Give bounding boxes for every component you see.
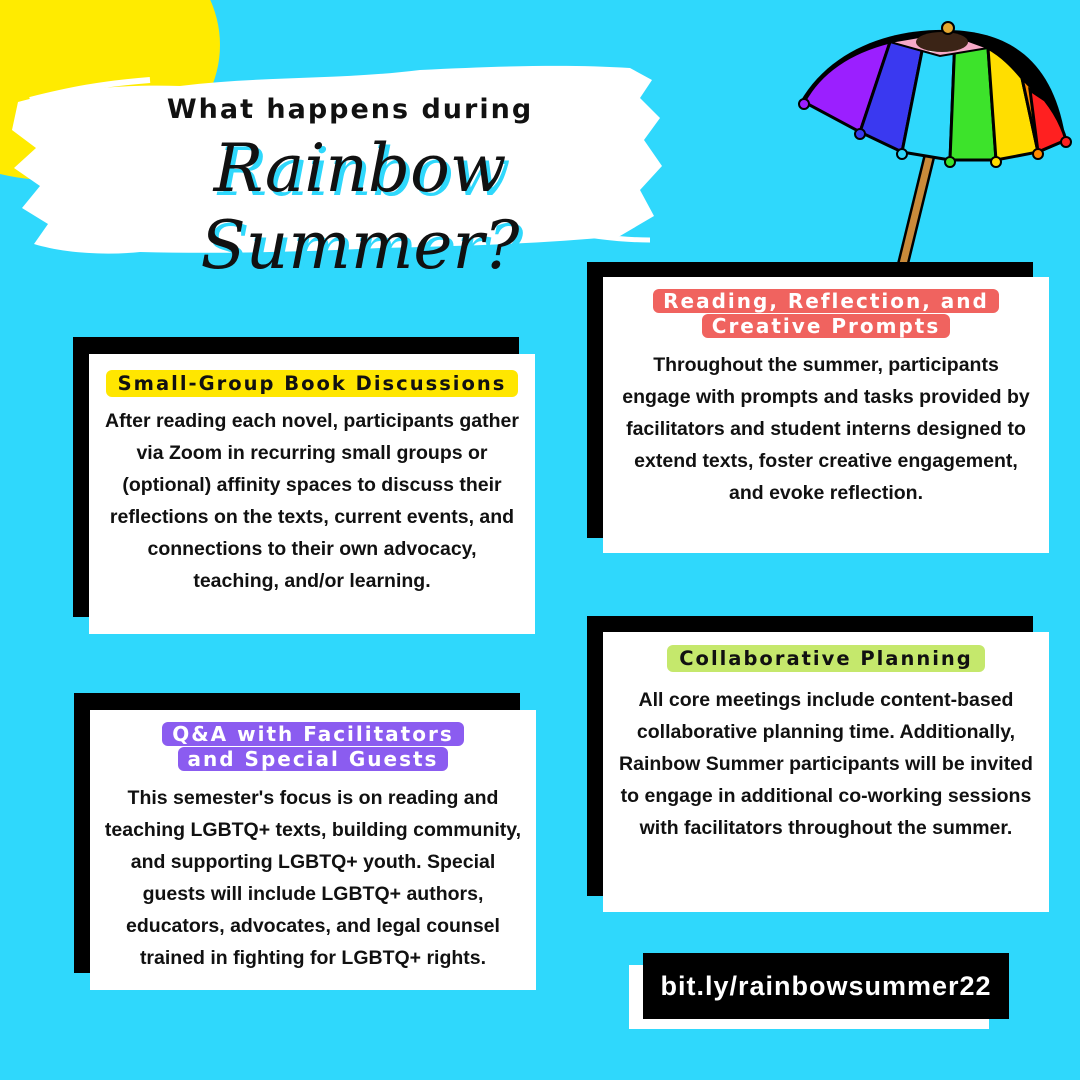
card-collab bbox=[603, 632, 1049, 912]
card-body: This semester's focus is on reading and teaching LGBTQ+ texts, building community, and supporting LGBTQ+ youth. Special guests will include LGBTQ+ authors, educators, advocates, and legal counsel trained in fighting for LGBTQ+ rights. bbox=[104, 787, 522, 969]
card-body: All core meetings include content-based collaborative planning time. Additionally, Rainbow Summer participants will be invited to engage in additional co-working sessions with facilitators throughout the summer. bbox=[619, 689, 1033, 839]
page-title: Rainbow Summer? bbox=[200, 130, 520, 284]
card-title-line1: Reading, Reflection, and bbox=[653, 289, 999, 313]
card-title-line2: Creative Prompts bbox=[702, 314, 950, 338]
card-title-line1: Q&A with Facilitators bbox=[162, 722, 464, 746]
card-body: After reading each novel, participants gather via Zoom in recurring small groups or (optional) affinity spaces to discuss their reflections on the texts, current events, and connections to their own advocacy, teaching, and/or learning. bbox=[105, 410, 519, 592]
card-body: Throughout the summer, participants engage with prompts and tasks provided by facilitators and student interns designed to extend texts, foster creative engagement, and evoke reflection. bbox=[622, 354, 1030, 504]
card-title: Collaborative Planning bbox=[667, 645, 985, 672]
card-qa bbox=[90, 710, 536, 990]
card-title: Small-Group Book Discussions bbox=[106, 370, 519, 397]
umbrella-icon bbox=[790, 20, 1080, 280]
card-small-group bbox=[89, 354, 535, 634]
card-reading bbox=[603, 277, 1049, 553]
card-title-line2: and Special Guests bbox=[178, 747, 449, 771]
header-line1: What happens during bbox=[166, 94, 534, 125]
link-button[interactable]: bit.ly/rainbowsummer22 bbox=[643, 953, 1009, 1019]
